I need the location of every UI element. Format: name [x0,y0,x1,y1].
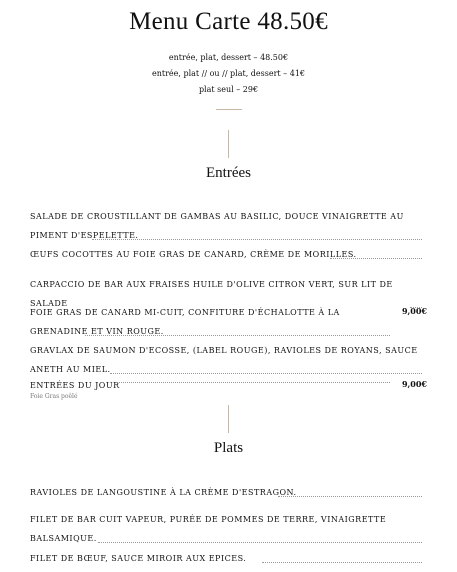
price-option: plat seul – 29€ [198,85,259,94]
menu-item-price: 9,00€ [401,379,427,389]
menu-item [30,373,390,400]
menu-item [30,204,422,242]
menu-item [30,242,422,261]
menu-item-name: CARPACCIO DE BAR AUX FRAISES HUILE D'OLIVE CITRON VERT, SUR LIT DE SALADE [30,280,393,308]
divider [228,405,229,433]
menu-title: Menu Carte 48.50€ [129,8,328,35]
menu-item [30,338,422,376]
leader-dots [262,562,422,563]
leader-dots [98,542,422,543]
leader-dots [92,239,422,240]
divider [228,130,229,158]
leader-dots [278,496,422,497]
menu-item [30,480,422,499]
divider [216,109,242,110]
price-options [0,50,457,98]
menu-item-name: FOIE GRAS DE CANARD MI-CUIT, CONFITURE D'ÉCHALOTTE À LA GRENADINE ET VIN ROUGE. [30,308,340,336]
leader-dots [85,335,390,336]
menu-item [30,546,422,565]
menu-item-note: Foie Gras poêlé [30,393,78,400]
menu-item [30,507,422,545]
menu-item-price: 9,00€ [401,306,427,316]
price-option: entrée, plat // ou // plat, dessert – 41€ [151,69,305,78]
leader-dots [116,382,390,383]
menu-item-name: RAVIOLES DE LANGOUSTINE À LA CRÈME D'ESTRAGON. [30,488,297,497]
menu-item-name: ŒUFS COCOTTES AU FOIE GRAS DE CANARD, CRÈME DE MORILLES. [30,250,357,259]
section-title-entrees: Entrées [206,165,251,181]
menu-item-name: SALADE DE CROUSTILLANT DE GAMBAS AU BASILIC, DOUCE VINAIGRETTE AU PIMENT D'ESPELETTE. [30,212,404,240]
menu-item-name: FILET DE BAR CUIT VAPEUR, PURÉE DE POMMES DE TERRE, VINAIGRETTE BALSAMIQUE. [30,515,387,543]
menu-item-name: GRAVLAX DE SAUMON D'ECOSSE, (LABEL ROUGE), RAVIOLES DE ROYANS, SAUCE ANETH AU MIEL. [30,346,418,374]
section-title-plats: Plats [213,440,244,456]
menu-item-name: ENTRÉES DU JOUR [30,381,120,390]
menu-item [30,300,390,338]
price-option: entrée, plat, dessert – 48.50€ [168,53,289,62]
menu-item-name: FILET DE BŒUF, SAUCE MIROIR AUX EPICES. [30,554,247,563]
leader-dots [330,258,422,259]
